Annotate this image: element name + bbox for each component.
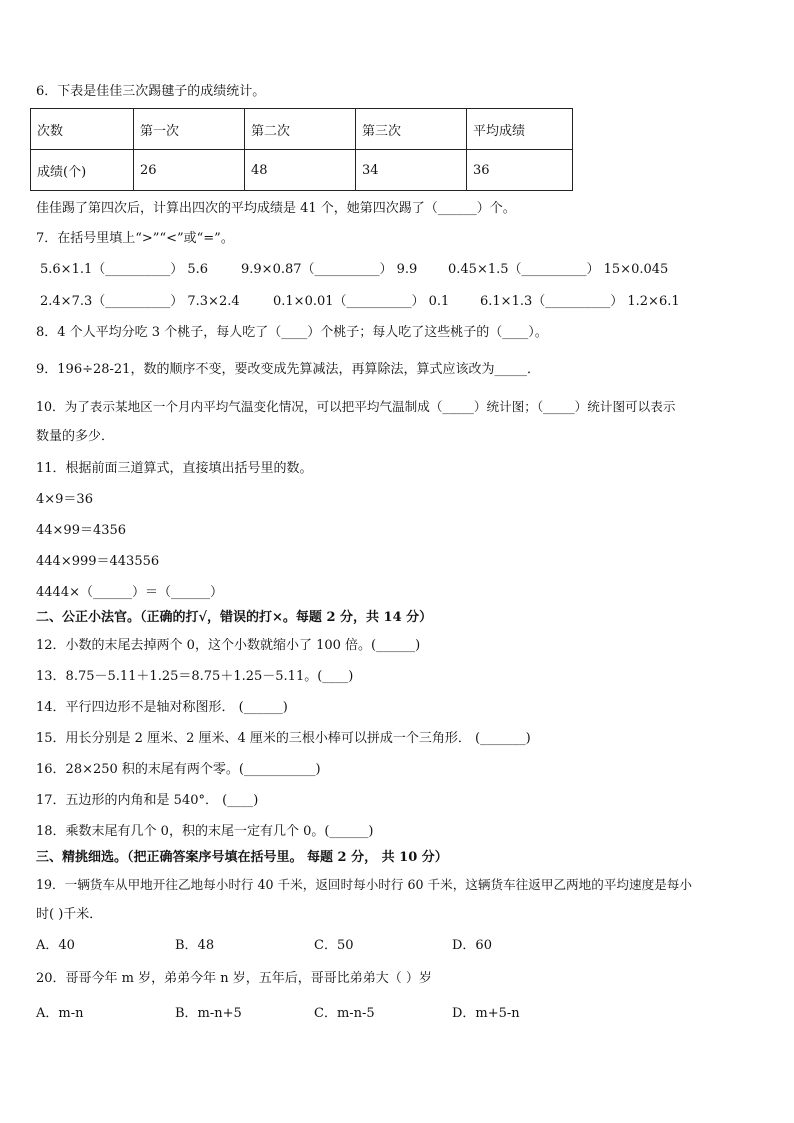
q7-item: 0.1×0.01（__________） 0.1 — [273, 294, 450, 309]
table-header-cell: 次数 — [31, 109, 134, 150]
table-cell: 34 — [356, 150, 467, 191]
q19-option: B．48 — [175, 938, 215, 953]
q7-item: 2.4×7.3（__________） 7.3×2.4 — [40, 294, 240, 309]
table-row — [31, 150, 573, 191]
tf-question: 14．平行四边形不是轴对称图形． (______) — [36, 700, 288, 715]
tf-question: 13．8.75－5.11＋1.25＝8.75＋1.25－5.11。(____) — [36, 669, 354, 684]
q20-option: A．m-n — [36, 1006, 84, 1021]
q7-intro: 7．在括号里填上“>”“<”或“=”。 — [36, 231, 234, 246]
score-table — [30, 108, 573, 191]
q11-eq2: 44×99＝4356 — [36, 523, 127, 538]
q19-option: A．40 — [36, 938, 75, 953]
q6-question: 佳佳踢了第四次后，计算出四次的平均成绩是 41 个，她第四次踢了（______）个。 — [36, 201, 516, 216]
table-header-cell: 平均成绩 — [467, 109, 573, 150]
table-header-cell: 第三次 — [356, 109, 467, 150]
q20-option: C．m-n-5 — [314, 1006, 375, 1021]
q7-item: 6.1×1.3（__________） 1.2×6.1 — [480, 294, 680, 309]
q19-line1: 19．一辆货车从甲地开往乙地每小时行 40 千米，返回时每小时行 60 千米，这辆货车往返甲乙两地的平均速度是每小 — [36, 877, 692, 892]
q20-option: D．m+5-n — [452, 1006, 520, 1021]
q7-item: 9.9×0.87（__________） 9.9 — [241, 262, 418, 277]
q10-line2: 数量的多少． — [36, 429, 115, 444]
q20-option: B．m-n+5 — [175, 1006, 242, 1021]
q7-item: 0.45×1.5（__________） 15×0.045 — [448, 262, 669, 277]
q8: 8．4 个人平均分吃 3 个桃子，每人吃了（____）个桃子；每人吃了这些桃子的（____）。 — [36, 325, 548, 340]
q7-item: 5.6×1.1（__________） 5.6 — [40, 262, 209, 277]
q19-option: C．50 — [314, 938, 354, 953]
tf-question: 16．28×250 积的末尾有两个零。(___________) — [36, 762, 321, 777]
table-cell: 成绩(个) — [31, 150, 134, 191]
tf-question: 18．乘数末尾有几个 0，积的末尾一定有几个 0。(______) — [36, 824, 374, 839]
section2-heading: 二、公正小法官。（正确的打√，错误的打×。每题 2 分，共 14 分） — [36, 610, 433, 625]
table-header-cell: 第二次 — [245, 109, 356, 150]
q11-eq4: 4444×（______）＝（______） — [36, 585, 223, 600]
q11-intro: 11．根据前面三道算式，直接填出括号里的数。 — [36, 461, 313, 476]
section3-heading: 三、精挑细选。（把正确答案序号填在括号里。 每题 2 分， 共 10 分） — [36, 850, 448, 865]
q19-option: D．60 — [452, 938, 492, 953]
q19-line2: 时( )千米． — [36, 907, 103, 922]
table-cell: 48 — [245, 150, 356, 191]
tf-question: 17．五边形的内角和是 540°． (____) — [36, 793, 259, 808]
table-header-row — [31, 109, 573, 150]
table-cell: 36 — [467, 150, 573, 191]
table-header-cell: 第一次 — [134, 109, 245, 150]
q11-eq3: 444×999＝443556 — [36, 554, 160, 569]
q11-eq1: 4×9＝36 — [36, 492, 93, 507]
q9: 9．196÷28-21，数的顺序不变，要改变成先算减法，再算除法，算式应该改为_____． — [36, 362, 540, 377]
q6-intro: 6．下表是佳佳三次踢毽子的成绩统计。 — [36, 84, 266, 99]
q10-line1: 10．为了表示某地区一个月内平均气温变化情况，可以把平均气温制成（_____）统计图；（_____）统计图可以表示 — [36, 399, 676, 414]
q20-line1: 20．哥哥今年 m 岁，弟弟今年 n 岁，五年后，哥哥比弟弟大（ ）岁 — [36, 971, 432, 986]
table-cell: 26 — [134, 150, 245, 191]
tf-question: 12．小数的末尾去掉两个 0，这个小数就缩小了 100 倍。(______) — [36, 638, 421, 653]
tf-question: 15．用长分别是 2 厘米、2 厘米、4 厘米的三根小棒可以拼成一个三角形． (_______) — [36, 731, 531, 746]
